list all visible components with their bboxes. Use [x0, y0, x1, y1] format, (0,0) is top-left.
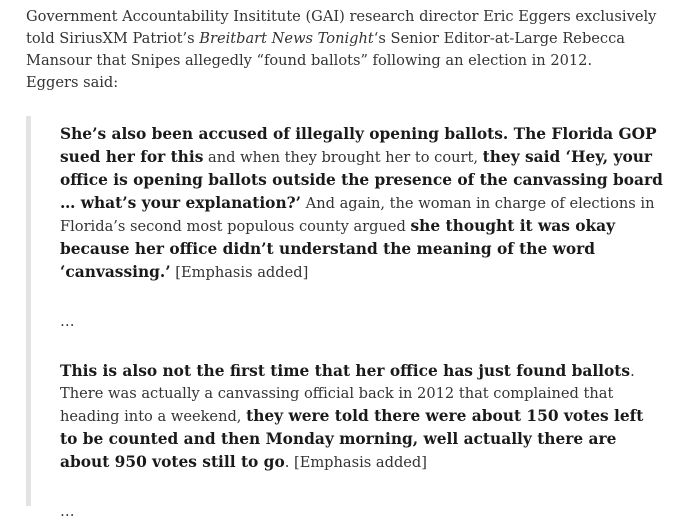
- emphasis-3: she thought it was okay because her office didn’t understand the meaning of the word ‘canvassing.’: [60, 217, 616, 281]
- blockquote: [26, 116, 666, 520]
- ellipsis-2: …: [60, 503, 75, 520]
- emphasis-4: This is also not the first time that her office has just found ballots: [60, 362, 631, 380]
- quote-text-5: . [Emphasis added]: [284, 454, 427, 471]
- quote-text-1: and when they brought her to court,: [203, 149, 483, 166]
- show-name: Breitbart News Tonight: [199, 30, 374, 47]
- emphasis-1: She’s also been accused of illegally opening ballots. The Florida GOP sued her for this: [60, 125, 657, 166]
- intro-text-2: ‘s Senior Editor-at-Large Rebecca Mansour that Snipes allegedly “found ballots” following an election in 2012.: [26, 30, 625, 69]
- intro-paragraph: [26, 6, 676, 72]
- intro-text-1: Government Accountability Insititute (GAI) research director Eric Eggers exclusively told SiriusXM Patriot’s: [26, 8, 657, 47]
- quote-paragraph-1: [60, 123, 666, 284]
- article-body: [26, 6, 676, 520]
- quote-text-4: . There was actually a canvassing official back in 2012 that complained that heading into a weekend,: [60, 363, 635, 425]
- quote-text-3: [Emphasis added]: [170, 264, 309, 281]
- emphasis-5: they were told there were about 150 votes left to be counted and then Monday morning, well actually there are about 950 votes still to go: [60, 407, 644, 471]
- ellipsis-1: …: [60, 313, 75, 330]
- quote-text-2: And again, the woman in charge of elections in Florida’s second most populous county argued: [60, 195, 655, 235]
- emphasis-2: they said ‘Hey, your office is opening ballots outside the presence of the canvassing board … what’s your explanation?’: [60, 148, 663, 212]
- quote-paragraph-2: [60, 360, 666, 474]
- quote-lead-in: Eggers said:: [26, 74, 119, 91]
